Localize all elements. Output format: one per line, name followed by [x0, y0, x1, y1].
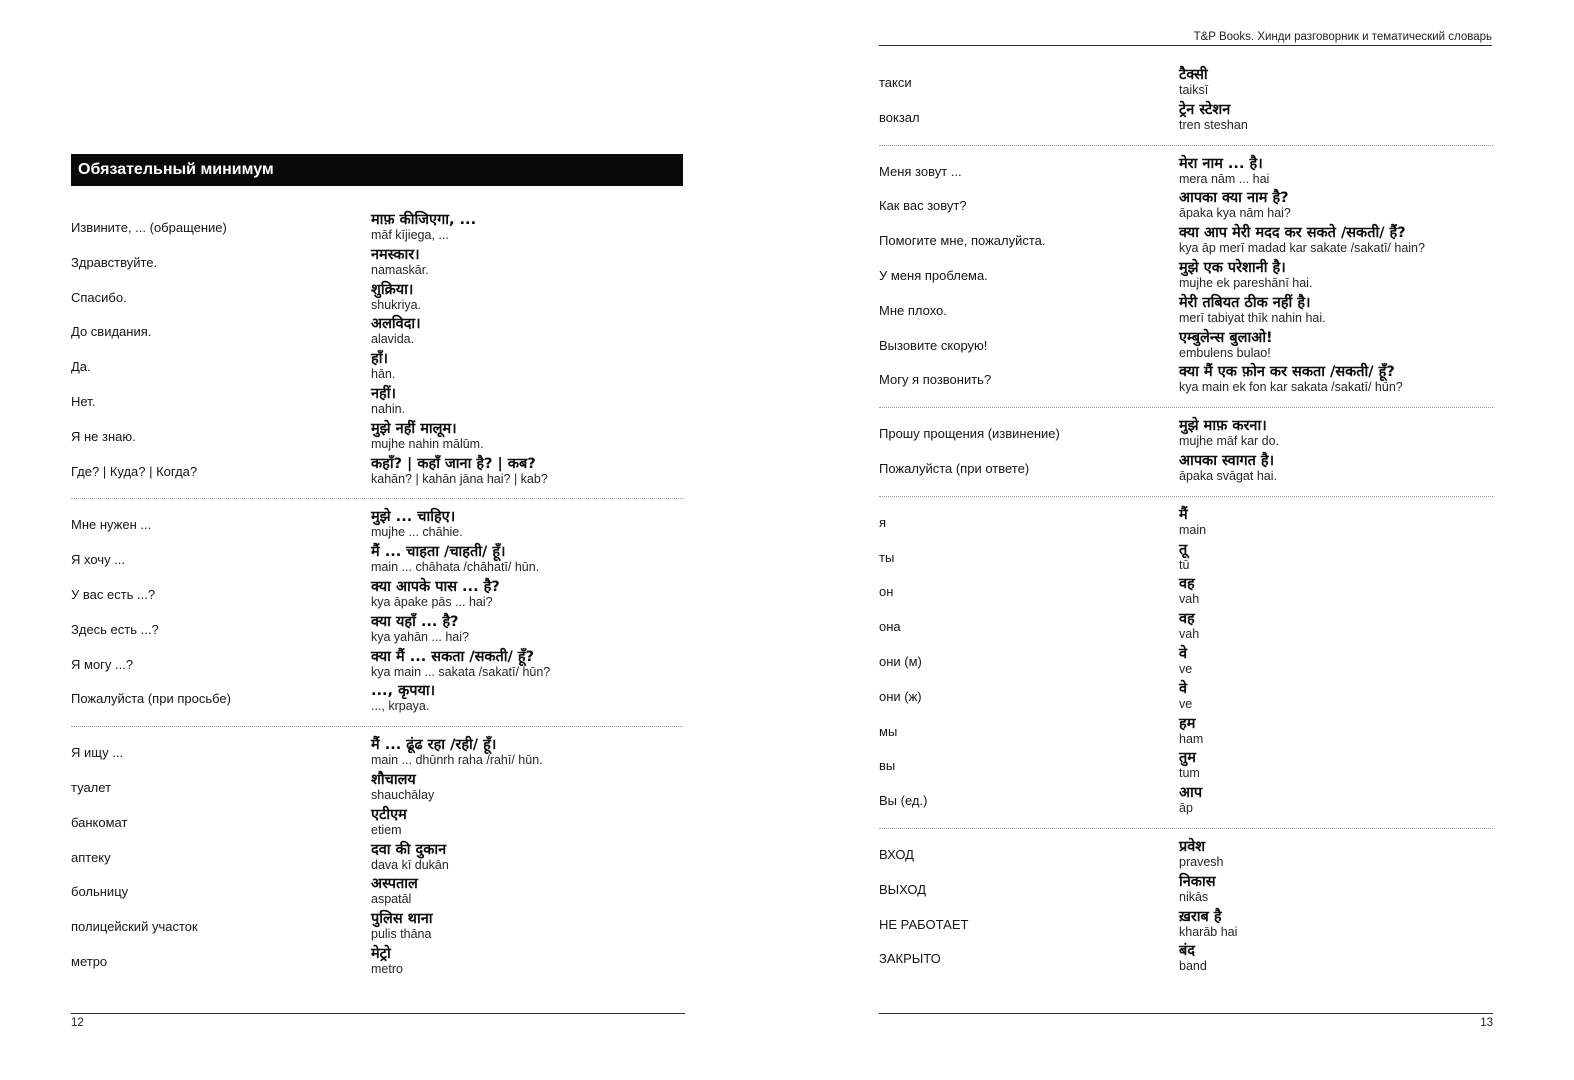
- transliteration: nikās: [1179, 889, 1209, 904]
- hindi-text: नहीं।: [371, 385, 396, 402]
- hindi-translation: [1179, 506, 1206, 537]
- phrase-entry: [71, 648, 683, 683]
- hindi-text: वे: [1179, 645, 1188, 662]
- transliteration: taiksī: [1179, 83, 1209, 97]
- phrase-entry: [879, 259, 1493, 294]
- hindi-translation: [1179, 838, 1223, 869]
- hindi-text: एटीएम: [371, 806, 407, 823]
- transliteration: dava kī dukān: [371, 857, 449, 872]
- hindi-translation: [371, 420, 484, 451]
- hindi-translation: [1179, 541, 1189, 572]
- hindi-text: आपका स्वागत है।: [1179, 452, 1275, 469]
- russian-phrase: они (ж): [879, 688, 922, 704]
- hindi-text: मैं ... चाहता /चाहती/ हूँ।: [371, 544, 506, 561]
- hindi-translation: [371, 648, 550, 679]
- hindi-text: अस्पताल: [371, 876, 418, 893]
- phrase-group: [71, 726, 683, 986]
- transliteration: pravesh: [1179, 854, 1224, 869]
- russian-phrase: Помогите мне, пожалуйста.: [879, 233, 1046, 249]
- hindi-translation: [1179, 66, 1208, 97]
- russian-phrase: он: [879, 584, 894, 600]
- right-phrase-list: [879, 60, 1493, 983]
- phrase-entry: [71, 508, 683, 543]
- hindi-text: कहाँ? | कहाँ जाना है? | कब?: [371, 455, 536, 472]
- hindi-translation: [1179, 224, 1425, 255]
- phrase-group: [879, 496, 1493, 825]
- russian-phrase: Вы (ед.): [879, 793, 928, 809]
- hindi-translation: [371, 281, 421, 312]
- russian-phrase: Пожалуйста (при просьбе): [71, 691, 231, 707]
- hindi-translation: [371, 543, 539, 574]
- russian-phrase: ВХОД: [879, 846, 914, 862]
- hindi-text: मुझे माफ़ करना।: [1179, 418, 1267, 435]
- hindi-text: ख़राब है: [1179, 908, 1222, 925]
- transliteration: āpaka kya nām hai?: [1179, 206, 1291, 221]
- hindi-text: क्या मैं एक फ़ोन कर सकता /सकती/ हूँ?: [1179, 364, 1395, 381]
- hindi-translation: [371, 806, 407, 837]
- phrase-entry: [71, 771, 683, 806]
- page-number: 12: [71, 1017, 84, 1029]
- transliteration: kya main ... sakata /sakatī/ hūn?: [371, 664, 551, 679]
- hindi-translation: [371, 736, 543, 767]
- hindi-text: क्या यहाँ ... है?: [371, 613, 459, 630]
- russian-phrase: Здравствуйте.: [71, 254, 158, 270]
- hindi-translation: [371, 315, 421, 346]
- phrase-entry: [71, 350, 683, 385]
- russian-phrase: туалет: [71, 779, 112, 795]
- transliteration: namaskār.: [371, 262, 429, 277]
- russian-phrase: У вас есть ...?: [71, 586, 156, 602]
- transliteration: mera nām ... hai: [1179, 171, 1270, 186]
- hindi-text: वह: [1179, 576, 1195, 593]
- russian-phrase: ВЫХОД: [879, 881, 927, 897]
- hindi-text: आपका क्या नाम है?: [1179, 190, 1289, 207]
- russian-phrase: Извините, ... (обращение): [71, 220, 227, 235]
- footer-rule: [71, 1013, 685, 1014]
- russian-phrase: Вызовите скорую!: [879, 337, 988, 353]
- transliteration: embulens bulao!: [1179, 345, 1271, 360]
- phrase-group: [71, 498, 683, 723]
- russian-phrase: До свидания.: [71, 324, 152, 340]
- russian-phrase: Прошу прощения (извинение): [879, 426, 1060, 442]
- transliteration: tū: [1179, 557, 1190, 572]
- page-number: 13: [1480, 1017, 1493, 1029]
- phrase-group: [71, 205, 683, 495]
- russian-phrase: вы: [879, 758, 896, 774]
- phrase-entry: [879, 417, 1493, 452]
- transliteration: ve: [1179, 661, 1193, 676]
- hindi-translation: [1179, 155, 1269, 186]
- phrase-entry: [879, 715, 1493, 750]
- phrase-entry: [71, 910, 683, 945]
- phrase-entry: [879, 329, 1493, 364]
- transliteration: āp: [1179, 801, 1193, 816]
- phrase-entry: [879, 784, 1493, 819]
- hindi-translation: [371, 682, 435, 713]
- transliteration: ham: [1179, 731, 1204, 746]
- russian-phrase: такси: [879, 75, 912, 90]
- transliteration: ..., krpaya.: [371, 699, 430, 714]
- hindi-text: प्रवेश: [1179, 838, 1206, 855]
- phrase-entry: [71, 211, 683, 246]
- phrase-entry: [71, 420, 683, 455]
- hindi-text: ..., कृपया।: [371, 683, 436, 700]
- phrase-group: [879, 60, 1493, 142]
- russian-phrase: Я не знаю.: [71, 428, 136, 444]
- phrase-entry: [879, 294, 1493, 329]
- hindi-text: क्या मैं ... सकता /सकती/ हूँ?: [371, 648, 534, 665]
- hindi-translation: [1179, 645, 1192, 676]
- hindi-translation: [371, 771, 434, 802]
- transliteration: kya main ek fon kar sakata /sakatī/ hūn?: [1179, 380, 1403, 395]
- hindi-translation: [371, 211, 476, 242]
- hindi-text: मुझे नहीं मालूम।: [371, 420, 457, 437]
- transliteration: āpaka svāgat hai.: [1179, 468, 1277, 483]
- phrase-entry: [879, 942, 1493, 977]
- hindi-text: नमस्कार।: [371, 246, 420, 263]
- russian-phrase: метро: [71, 953, 108, 969]
- phrase-entry: [71, 841, 683, 876]
- hindi-translation: [371, 246, 429, 277]
- hindi-text: हाँ।: [371, 351, 388, 368]
- phrase-entry: [71, 281, 683, 316]
- hindi-translation: [371, 578, 500, 609]
- transliteration: main ... chāhata /chāhatī/ hūn.: [371, 560, 540, 575]
- russian-phrase: Я могу ...?: [71, 656, 134, 672]
- hindi-translation: [1179, 749, 1200, 780]
- russian-phrase: они (м): [879, 653, 922, 669]
- hindi-text: ट्रेन स्टेशन: [1179, 101, 1231, 118]
- hindi-text: माफ़ कीजिएगा, ...: [371, 212, 477, 228]
- phrase-entry: [879, 749, 1493, 784]
- right-page: [787, 0, 1574, 1080]
- transliteration: ve: [1179, 696, 1193, 711]
- hindi-text: टैक्सी: [1179, 67, 1208, 83]
- hindi-translation: [1179, 189, 1291, 220]
- transliteration: kahān? | kahān jāna hai? | kab?: [371, 471, 548, 486]
- hindi-translation: [371, 875, 418, 906]
- hindi-text: निकास: [1179, 873, 1216, 890]
- hindi-translation: [1179, 942, 1207, 973]
- hindi-translation: [1179, 329, 1273, 360]
- hindi-translation: [1179, 908, 1237, 939]
- russian-phrase: я: [879, 514, 887, 530]
- hindi-text: मुझे एक परेशानी है।: [1179, 259, 1286, 276]
- phrase-entry: [879, 452, 1493, 487]
- hindi-translation: [371, 613, 469, 644]
- hindi-translation: [371, 910, 433, 941]
- russian-phrase: Меня зовут ...: [879, 163, 962, 179]
- hindi-text: पुलिस थाना: [371, 911, 433, 928]
- phrase-group: [879, 407, 1493, 493]
- hindi-translation: [1179, 873, 1216, 904]
- hindi-translation: [1179, 784, 1202, 815]
- phrase-entry: [879, 575, 1493, 610]
- phrase-entry: [879, 155, 1493, 190]
- transliteration: kharāb hai: [1179, 924, 1238, 939]
- transliteration: kya yahān ... hai?: [371, 629, 469, 644]
- hindi-text: क्या आपके पास ... है?: [371, 578, 500, 595]
- hindi-text: तुम: [1179, 750, 1196, 767]
- phrase-entry: [71, 875, 683, 910]
- russian-phrase: Могу я позвонить?: [879, 372, 992, 388]
- hindi-translation: [371, 945, 403, 976]
- hindi-text: हम: [1179, 715, 1196, 732]
- hindi-text: मेरा नाम ... है।: [1179, 155, 1263, 172]
- phrase-entry: [71, 315, 683, 350]
- header-rule: [879, 45, 1492, 46]
- transliteration: merī tabiyat thīk nahin hai.: [1179, 310, 1326, 325]
- russian-phrase: ты: [879, 549, 895, 565]
- transliteration: band: [1179, 959, 1207, 974]
- hindi-text: मुझे ... चाहिए।: [371, 509, 456, 526]
- transliteration: kya āp merī madad kar sakate /sakatī/ hain?: [1179, 241, 1425, 256]
- hindi-text: मैं ... ढूंढ रहा /रही/ हूँ।: [371, 737, 497, 754]
- transliteration: metro: [371, 961, 403, 976]
- phrase-entry: [71, 736, 683, 771]
- transliteration: hān.: [371, 367, 396, 382]
- phrase-entry: [879, 680, 1493, 715]
- transliteration: kya āpake pās ... hai?: [371, 594, 493, 609]
- hindi-translation: [1179, 680, 1192, 711]
- phrase-entry: [879, 363, 1493, 398]
- russian-phrase: она: [879, 619, 901, 635]
- phrase-entry: [71, 578, 683, 613]
- phrase-entry: [71, 613, 683, 648]
- phrase-entry: [879, 189, 1493, 224]
- hindi-text: वे: [1179, 680, 1188, 697]
- russian-phrase: Мне плохо.: [879, 302, 947, 318]
- transliteration: mujhe māf kar do.: [1179, 434, 1280, 449]
- hindi-text: शुक्रिया।: [371, 281, 414, 298]
- phrase-entry: [71, 246, 683, 281]
- russian-phrase: Спасибо.: [71, 289, 127, 305]
- phrase-entry: [71, 806, 683, 841]
- russian-phrase: вокзал: [879, 109, 920, 125]
- transliteration: vah: [1179, 592, 1200, 607]
- russian-phrase: Где? | Куда? | Когда?: [71, 463, 198, 479]
- transliteration: mujhe ... chāhie.: [371, 525, 463, 540]
- phrase-entry: [879, 541, 1493, 576]
- hindi-translation: [371, 455, 548, 486]
- hindi-text: बंद: [1179, 943, 1195, 960]
- hindi-text: दवा की दुकान: [371, 841, 447, 858]
- russian-phrase: Мне нужен ...: [71, 517, 152, 533]
- phrase-entry: [879, 224, 1493, 259]
- phrase-entry: [71, 945, 683, 980]
- transliteration: main: [1179, 522, 1207, 537]
- phrase-entry: [879, 610, 1493, 645]
- russian-phrase: аптеку: [71, 849, 111, 865]
- phrase-entry: [879, 908, 1493, 943]
- russian-phrase: НЕ РАБОТАЕТ: [879, 916, 969, 932]
- hindi-translation: [1179, 715, 1203, 746]
- transliteration: main ... dhūnrh raha /rahī/ hūn.: [371, 753, 543, 768]
- russian-phrase: Нет.: [71, 393, 96, 409]
- russian-phrase: Да.: [71, 359, 91, 375]
- russian-phrase: Как вас зовут?: [879, 198, 967, 214]
- hindi-translation: [371, 508, 463, 539]
- hindi-translation: [1179, 610, 1199, 641]
- transliteration: pulis thāna: [371, 927, 432, 942]
- russian-phrase: полицейский участок: [71, 919, 198, 935]
- section-title: Обязательный минимум: [71, 154, 683, 186]
- hindi-translation: [371, 350, 395, 381]
- russian-phrase: Я ищу ...: [71, 745, 124, 761]
- phrase-entry: [71, 682, 683, 717]
- transliteration: aspatāl: [371, 892, 412, 907]
- russian-phrase: У меня проблема.: [879, 267, 988, 283]
- phrase-entry: [71, 385, 683, 420]
- phrase-entry: [71, 455, 683, 490]
- russian-phrase: Здесь есть ...?: [71, 621, 159, 637]
- hindi-text: एम्बुलेन्स बुलाओ!: [1179, 329, 1273, 346]
- transliteration: nahin.: [371, 401, 406, 416]
- hindi-translation: [1179, 363, 1403, 394]
- left-phrase-list: [71, 205, 683, 986]
- hindi-text: तू: [1179, 541, 1188, 558]
- phrase-entry: [879, 506, 1493, 541]
- running-header: T&P Books. Хинди разговорник и тематический словарь: [1193, 31, 1492, 43]
- phrase-entry: [879, 66, 1493, 101]
- phrase-entry: [879, 838, 1493, 873]
- russian-phrase: ЗАКРЫТО: [879, 951, 941, 967]
- hindi-translation: [1179, 575, 1199, 606]
- hindi-translation: [1179, 101, 1248, 132]
- transliteration: alavida.: [371, 332, 415, 347]
- transliteration: tren steshan: [1179, 117, 1248, 132]
- hindi-translation: [1179, 417, 1279, 448]
- hindi-text: मेरी तबियत ठीक नहीं है।: [1179, 294, 1311, 311]
- russian-phrase: Пожалуйста (при ответе): [879, 460, 1030, 476]
- transliteration: vah: [1179, 627, 1200, 642]
- footer-rule: [879, 1013, 1493, 1014]
- phrase-entry: [879, 873, 1493, 908]
- hindi-text: मैं: [1179, 506, 1188, 523]
- phrase-entry: [71, 543, 683, 578]
- russian-phrase: Я хочу ...: [71, 552, 126, 568]
- russian-phrase: больницу: [71, 884, 129, 900]
- transliteration: shauchālay: [371, 787, 435, 802]
- hindi-text: मेट्रो: [371, 945, 391, 962]
- hindi-text: शौचालय: [371, 771, 416, 788]
- hindi-text: क्या आप मेरी मदद कर सकते /सकती/ हैं?: [1179, 225, 1406, 242]
- phrase-entry: [879, 101, 1493, 136]
- hindi-translation: [1179, 452, 1277, 483]
- hindi-translation: [371, 385, 405, 416]
- hindi-text: वह: [1179, 611, 1195, 628]
- transliteration: mujhe nahin mālūm.: [371, 436, 484, 451]
- hindi-translation: [1179, 294, 1326, 325]
- transliteration: shukriya.: [371, 297, 422, 312]
- phrase-group: [879, 145, 1493, 405]
- hindi-translation: [371, 841, 449, 872]
- transliteration: tum: [1179, 766, 1200, 781]
- phrase-group: [879, 828, 1493, 983]
- hindi-text: आप: [1179, 785, 1203, 802]
- transliteration: māf kījiega, ...: [371, 228, 449, 242]
- hindi-translation: [1179, 259, 1312, 290]
- russian-phrase: банкомат: [71, 814, 128, 830]
- transliteration: etiem: [371, 822, 402, 837]
- russian-phrase: мы: [879, 723, 898, 739]
- transliteration: mujhe ek pareshānī hai.: [1179, 275, 1313, 290]
- phrase-entry: [879, 645, 1493, 680]
- hindi-text: अलविदा।: [371, 316, 421, 333]
